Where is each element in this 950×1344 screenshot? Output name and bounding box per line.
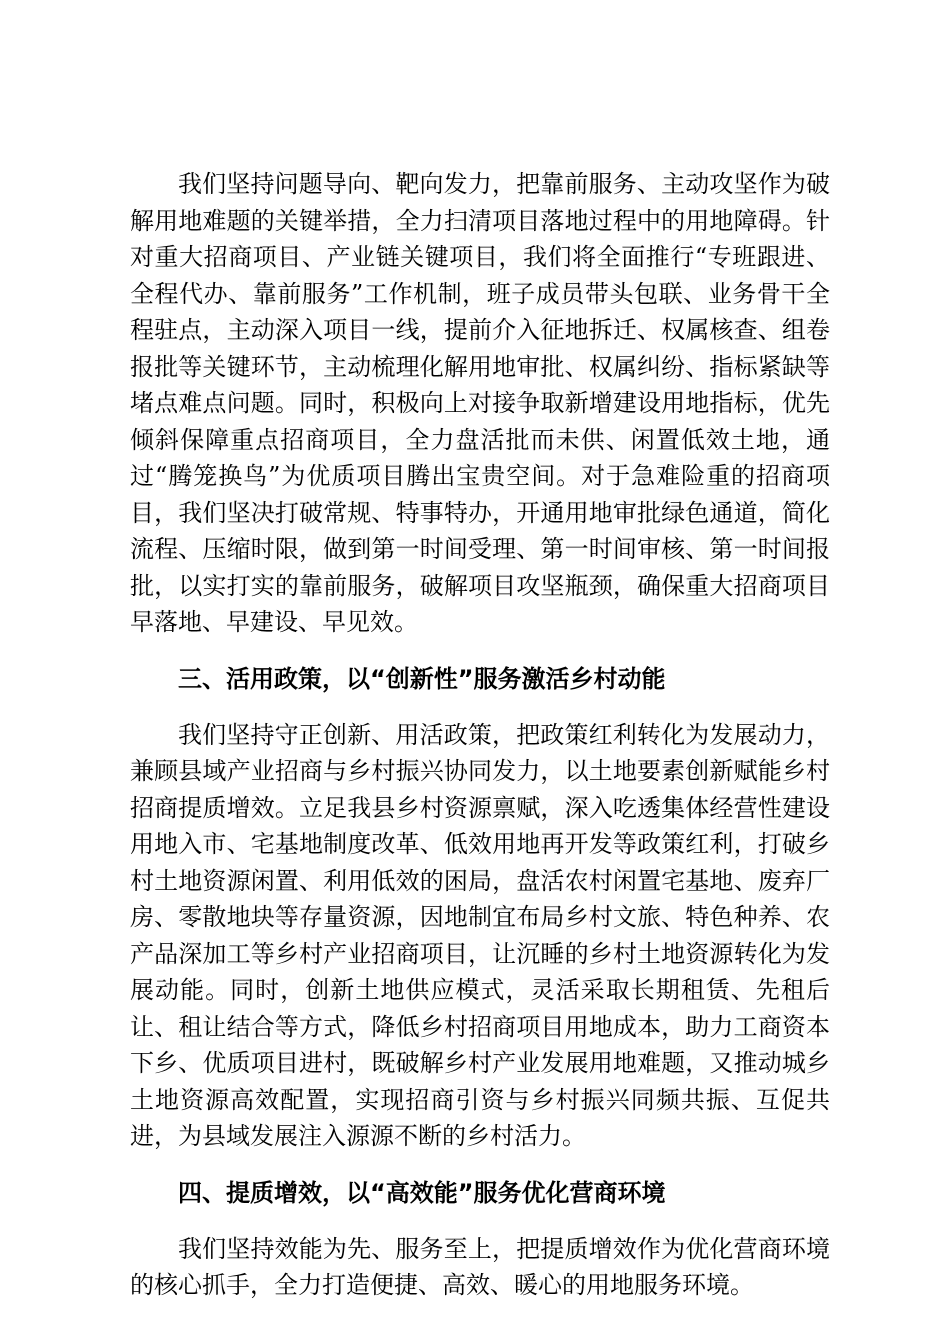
document-page bbox=[130, 166, 830, 1304]
paragraph-3: 我们坚持效能为先、服务至上，把提质增效作为优化营商环境的核心抓手，全力打造便捷、高效、暖心的用地服务环境。 bbox=[130, 1234, 830, 1299]
paragraph-1: 我们坚持问题导向、靶向发力，把靠前服务、主动攻坚作为破解用地难题的关键举措，全力扫清项目落地过程中的用地障碍。针对重大招商项目、产业链关键项目，我们将全面推行“专班跟进、全程代办、靠前服务”工作机制，班子成员带头包联、业务骨干全程驻点，主动深入项目一线，提前介入征地拆迁、权属核查、组卷报批等关键环节，主动梳理化解用地审批、权属纠纷、指标紧缺等堵点难点问题。同时，积极向上对接争取新增建设用地指标，优先倾斜保障重点招商项目，全力盘活批而未供、闲置低效土地，通过“腾笼换鸟”为优质项目腾出宝贵空间。对于急难险重的招商项目，我们坚决打破常规、特事特办，开通用地审批绿色通道，简化流程、压缩时限，做到第一时间受理、第一时间审核、第一时间报批，以实打实的靠前服务，破解项目攻坚瓶颈，确保重大招商项目早落地、早建设、早见效。 bbox=[130, 170, 830, 636]
paragraph-2: 我们坚持守正创新、用活政策，把政策红利转化为发展动力，兼顾县域产业招商与乡村振兴协同发力，以土地要素创新赋能乡村招商提质增效。立足我县乡村资源禀赋，深入吃透集体经营性建设用地入市、宅基地制度改革、低效用地再开发等政策红利，打破乡村土地资源闲置、利用低效的困局，盘活农村闲置宅基地、废弃厂房、零散地块等存量资源，因地制宜布局乡村文旅、特色种养、农产品深加工等乡村产业招商项目，让沉睡的乡村土地资源转化为发展动能。同时，创新土地供应模式，灵活采取长期租赁、先租后让、租让结合等方式，降低乡村招商项目用地成本，助力工商资本下乡、优质项目进村，既破解乡村产业发展用地难题，又推动城乡土地资源高效配置，实现招商引资与乡村振兴同频共振、互促共进，为县域发展注入源源不断的乡村活力。 bbox=[130, 720, 830, 1150]
section-heading-4: 四、提质增效，以“高效能”服务优化营商环境 bbox=[178, 1178, 666, 1207]
section-heading-3: 三、活用政策，以“创新性”服务激活乡村动能 bbox=[178, 664, 666, 693]
